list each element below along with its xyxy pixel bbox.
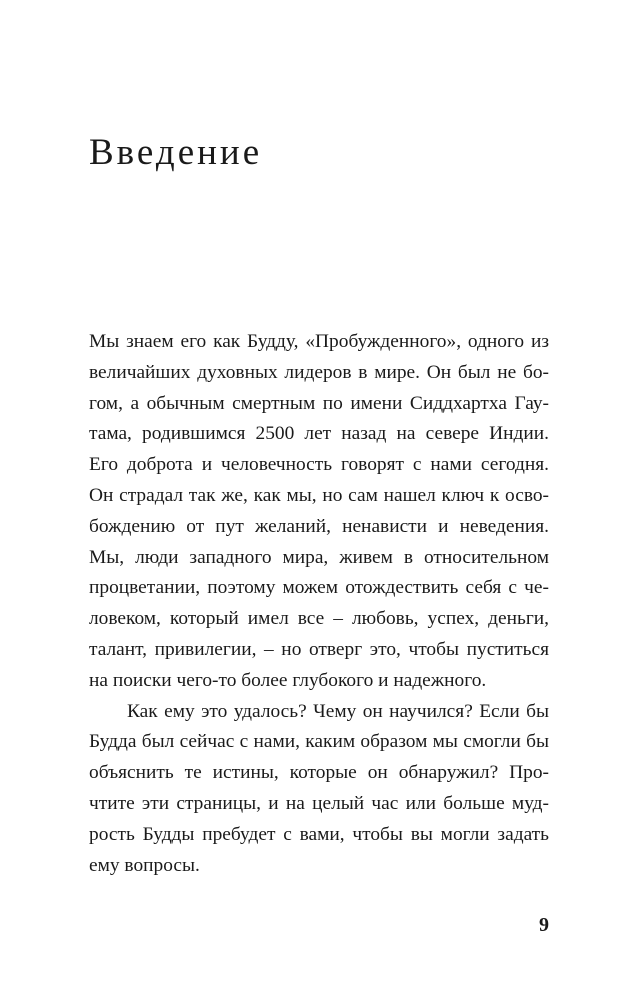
text-line: Он страдал так же, как мы, но сам нашел ключ к осво- xyxy=(89,484,549,506)
text-line: Мы знаем его как Будду, «Пробужденного», одного из xyxy=(89,331,549,352)
text-line: талант, привилегии, – но отверг это, чтобы пуститься xyxy=(89,638,549,660)
chapter-title: Введение xyxy=(89,132,263,173)
text-line: величайших духовных лидеров в мире. Он был не бо- xyxy=(89,361,549,383)
text-line: бождению от пут желаний, ненависти и неведения. xyxy=(89,515,549,537)
text-line: чтите эти страницы, и на целый час или больше муд- xyxy=(89,792,549,814)
text-line: рость Будды пребудет с вами, чтобы вы могли задать xyxy=(89,823,549,845)
text-line: гом, а обычным смертным по имени Сиддхартха Гау- xyxy=(89,392,549,414)
text-line: Его доброта и человечность говорят с нами сегодня. xyxy=(89,454,549,476)
text-line: Как ему это удалось? Чему он научился? Если бы xyxy=(127,700,549,722)
text-line: Мы, люди западного мира, живем в относительном xyxy=(89,546,549,568)
text-line: тама, родившимся 2500 лет назад на севере Индии. xyxy=(89,423,549,445)
text-line: ловеком, который имел все – любовь, успех, деньги, xyxy=(89,608,549,630)
paragraph xyxy=(89,697,549,882)
text-line: Будда был сейчас с нами, каким образом мы смогли бы xyxy=(89,731,549,753)
text-line: на поиски чего-то более глубокого и надежного. xyxy=(89,669,487,691)
page-number: 9 xyxy=(539,914,549,936)
text-line: ему вопросы. xyxy=(89,854,200,876)
body-text xyxy=(89,327,549,881)
text-line: процветании, поэтому можем отождествить себя с че- xyxy=(89,577,549,599)
text-line: объяснить те истины, которые он обнаружил? Про- xyxy=(89,762,549,784)
paragraph xyxy=(89,327,549,697)
